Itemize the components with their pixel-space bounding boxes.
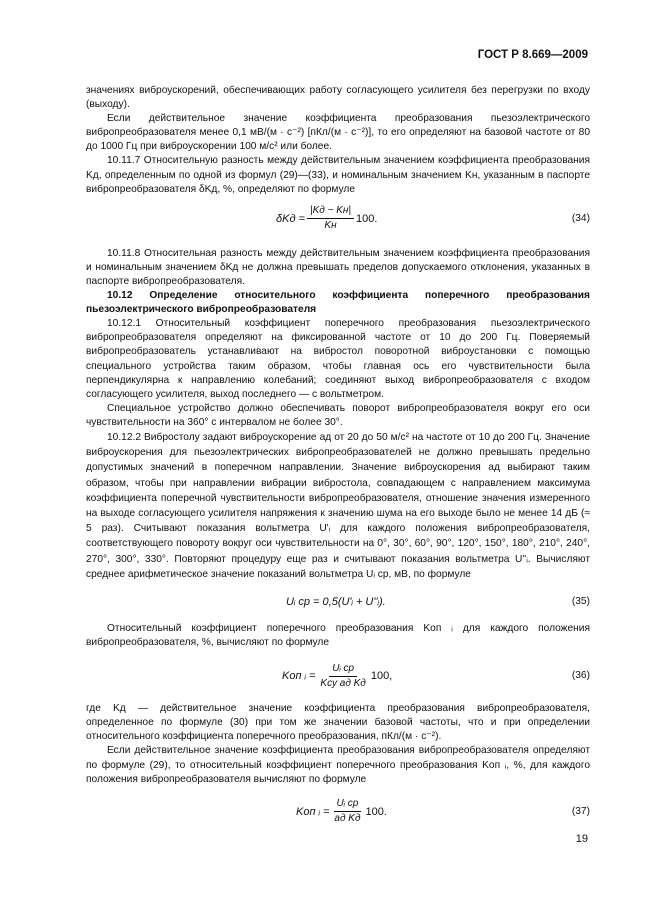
formula-37-denominator: aд Kд [334,813,361,825]
formula-37 [86,787,590,837]
formula-36-number: (36) [571,670,590,682]
formula-34-denominator: Kн [324,220,337,232]
formula-36-numerator: Uᵢ ср [329,662,357,677]
section-heading-10-12: 10.12 Определение относительного коэффициента поперечного преобразования пьезоэлектрического вибропреобразователя [86,290,590,316]
formula-35-expression: Uᵢ ср = 0,5(U'ᵢ + U''ᵢ). [286,595,386,608]
standard-header: ГОСТ Р 8.669—2009 [477,49,588,61]
formula-36-tail: 100, [370,670,393,683]
formula-36 [86,650,590,702]
formula-35 [86,582,590,622]
formula-35-number: (35) [571,595,590,607]
formula-37-numerator: Uᵢ ср [334,797,362,812]
paragraph-3: 10.11.7 Относительную разность между действительным значением коэффициента преобразования Kд, определенным по одной из формул (29)—(33), и номинальным значением Kн, указанным в паспорте вибропреобразователя δKд, %, определяют по формуле [86,155,590,195]
formula-37-lhs: Kоп ᵢ = [296,805,330,818]
document-body [86,84,590,837]
formula-34 [86,197,590,241]
formula-34-number: (34) [571,212,590,224]
paragraph-6: Специальное устройство должно обеспечивать поворот вибропреобразователя вокруг его оси чувствительности на 360° с интервалом не более 30°. [86,402,590,428]
paragraph-5: 10.12.1 Относительный коэффициент поперечного преобразования пьезоэлектрического вибропреобразователя определяют на фиксированной частоте от 10 до 200 Гц. Поверяемый вибропреобразователь устанавливают на вибростол поворотной виброустановки с помощью специального устройства таким образом, чтобы главная ось его чувствительности была перпендикулярна к направлению колебаний; соединяют выход вибропреобразователя с входом согласующего усилителя, выход последнего — с вольтметром. [86,318,590,400]
paragraph-1: значениях виброускорений, обеспечивающих работу согласующего усилителя без перегрузки по входу (выходу). [86,85,590,111]
page-number: 19 [575,833,588,845]
paragraph-7: 10.12.2 Вибростолу задают виброускорение aд от 20 до 50 м/с² на частоте от 10 до 200 Гц. Значение виброускорения для пьезоэлектрических вибропреобразователей не должно превышать предельно допустимых значений в поперечном направлении. Значение виброускорения aд выбирают таким образом, чтобы при направлении вибрации вибростола, совпадающем с направлением максимума коэффициента поперечной чувствительности вибропреобразователя, отношение значения измеренного на выходе согласующего усилителя напряжения к значению шума на его выходе было не менее 14 дБ (≈ 5 раз). Считывают показания вольтметра U'ᵢ для каждого положения вибропреобразователя, соответствующего повороту вокруг оси чувствительности на 0°, 30°, 60°, 90°, 120°, 150°, 180°, 210°, 240°, 270°, 300°, 330°. Повторяют процедуру еще раз и считывают показания вольтметра U''ᵢ. Вычисляют среднее арифметическое значение показаний вольтметра Uᵢ ср, мВ, по формуле [86,431,590,580]
paragraph-2: Если действительное значение коэффициента преобразования пьезоэлектрического вибропреобразователя менее 0,1 мВ/(м · с⁻²) [пКл/(м · с⁻²)], то его определяют на базовой частоте от 80 до 1000 Гц при виброускорении 100 м/с² или более. [86,113,590,153]
paragraph-9: где Kд — действительное значение коэффициента преобразования вибропреобразователя, определенное по формуле (30) при том же значении базовой частоты, что и при определении относительного коэффициента поперечного преобразования, пКл/(м · с⁻²). [86,703,590,743]
formula-37-number: (37) [571,805,590,817]
formula-34-numerator: |Kд − Kн| [307,204,354,219]
formula-34-lhs: δKд = [276,212,306,225]
paragraph-8: Относительный коэффициент поперечного преобразования Kоп ᵢ для каждого положения вибропреобразователя, %, вычисляют по формуле [86,623,590,649]
formula-36-lhs: Kоп ᵢ = [282,670,316,683]
formula-36-denominator: Kсу aд Kд [320,677,366,689]
paragraph-4: 10.11.8 Относительная разность между действительным значением коэффициента преобразования и номинальным значением δKд не должна превышать пределов допускаемого отклонения, указанных в паспорте вибропреобразователя. [86,247,590,287]
formula-37-tail: 100. [365,805,387,818]
formula-34-tail: 100. [355,212,378,225]
paragraph-10: Если действительное значение коэффициента преобразования вибропреобразователя определяют по формуле (29), то относительный коэффициент поперечного преобразования Kоп ᵢ, %, для каждого положения вибропреобразователя вычисляют по формуле [86,745,590,785]
